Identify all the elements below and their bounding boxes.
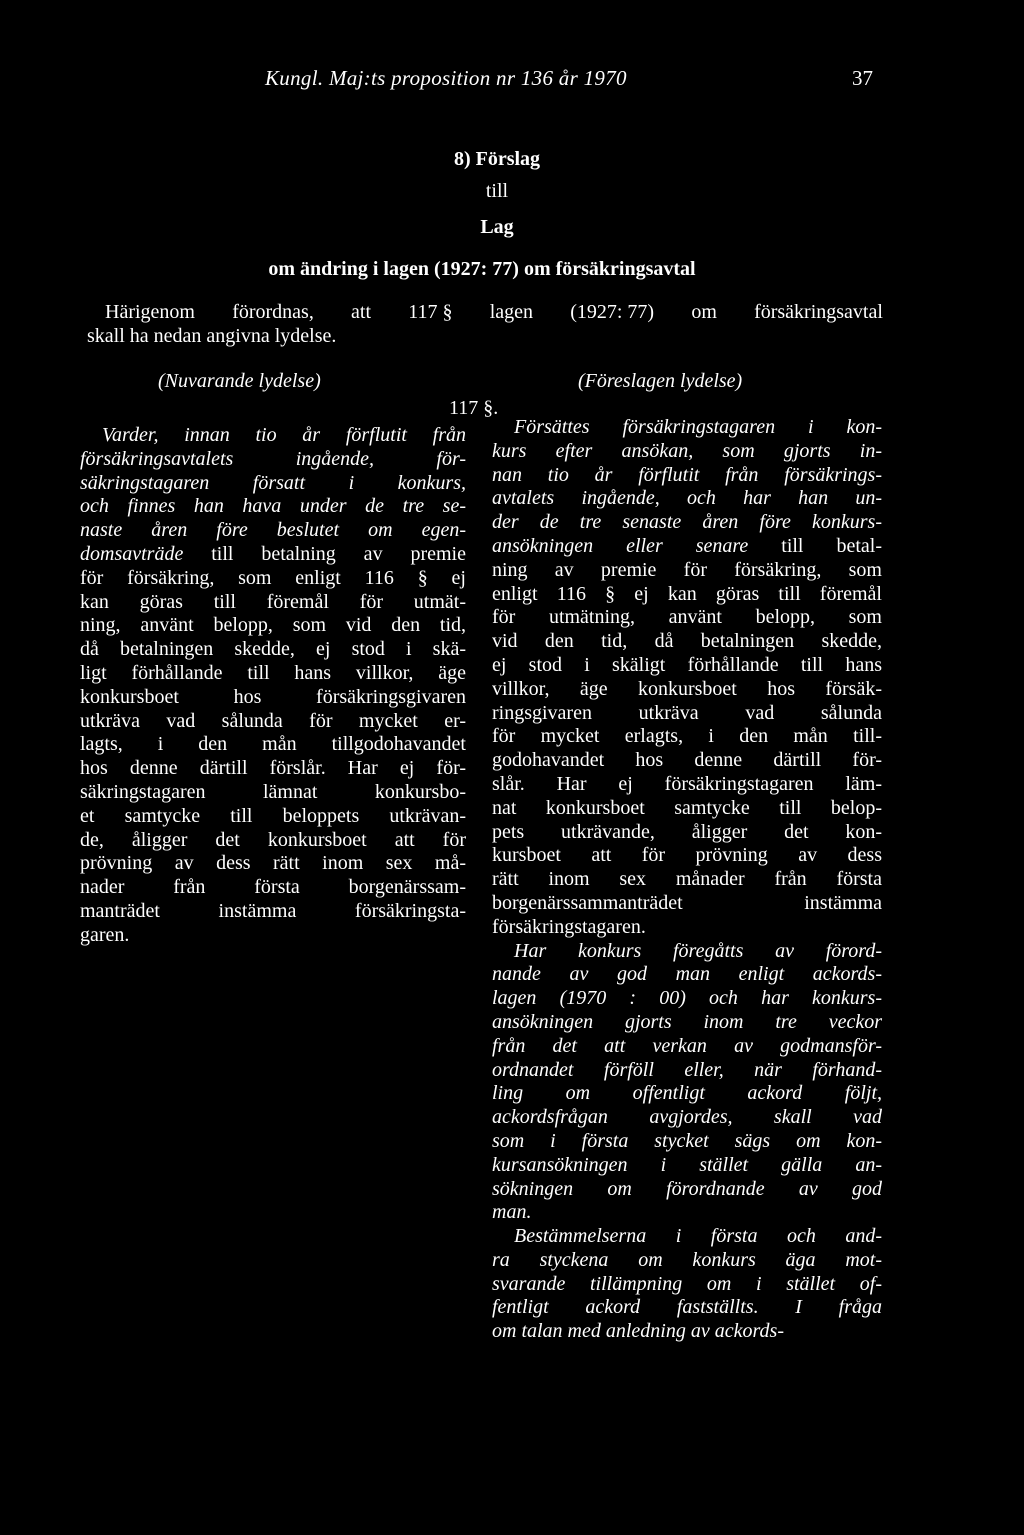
text-line: försäkringstagaren.: [492, 915, 646, 938]
text-line: sökningen om förordnande av god: [492, 1177, 882, 1200]
text-line: slår. Har ej försäkringstagaren läm-: [492, 772, 882, 795]
text-line: ning av premie för försäkring, som: [492, 558, 882, 581]
text-line: som i första stycket sägs om kon-: [492, 1129, 882, 1152]
text-line: vid den tid, då betalningen skedde,: [492, 630, 882, 653]
proposal-heading: 8) Förslag: [453, 148, 541, 170]
text-line: för mycket erlagts, i den mån till-: [492, 725, 882, 748]
text-line: säkringstagaren försatt i konkurs,: [80, 471, 466, 494]
text-line: lagen (1970 : 00) och har konkurs-: [492, 987, 882, 1010]
text-line: Har konkurs föregåtts av förord-: [514, 939, 882, 962]
text-line: utkräva vad sålunda för mycket er-: [80, 709, 466, 732]
intro-word: (1927: 77): [570, 301, 655, 323]
text-line: ansökningen gjorts inom tre veckor: [492, 1010, 882, 1033]
proposal-heading-lag: Lag: [480, 216, 514, 238]
proposed-wording-column: [492, 416, 882, 1344]
text-line: ligt förhållande till hans villkor, äge: [80, 661, 466, 684]
text-line: ringsgivaren utkräva vad sålunda: [492, 701, 882, 724]
text-line: borgenärssammanträdet instämma: [492, 891, 882, 914]
text-line: ej stod i skäligt förhållande till hans: [492, 653, 882, 676]
text-line: ackordsfrågan avgjordes, skall vad: [492, 1106, 882, 1129]
text-line: försäkringsavtalets ingående, för-: [80, 447, 466, 470]
text-line: de, åligger det konkursboet att för: [80, 828, 466, 851]
text-line: nader från första borgenärssam-: [80, 876, 466, 899]
text-line: garen.: [80, 923, 130, 946]
text-line: fentligt ackord fastställts. I fråga: [492, 1296, 882, 1319]
text-line: för försäkring, som enligt 116 § ej: [80, 566, 466, 589]
text-line: Varder, innan tio år förflutit från: [102, 424, 466, 446]
text-line: från det att verkan av godmansför-: [492, 1034, 882, 1057]
text-line: svarande tillämpning om i stället of-: [492, 1272, 882, 1295]
intro-line-1: [87, 300, 883, 324]
text-line: ansökningen eller senare till betal-: [492, 534, 882, 557]
intro-word: att: [351, 301, 372, 323]
text-line: nat konkursboet samtycke till belop-: [492, 796, 882, 819]
text-line: om talan med anledning av ackords-: [492, 1320, 784, 1343]
section-number: 117 §.: [449, 397, 499, 419]
text-line: och finnes han hava under de tre se-: [80, 495, 466, 518]
text-line: villkor, äge konkursboet hos försäk-: [492, 677, 882, 700]
text-line: säkringstagaren lämnat konkursbo-: [80, 780, 466, 803]
text-line: kurs efter ansökan, som gjorts in-: [492, 439, 882, 462]
law-title: om ändring i lagen (1927: 77) om försäkringsavtal: [268, 258, 696, 280]
intro-word: 117 §: [408, 301, 453, 323]
intro-word: lagen: [489, 301, 534, 323]
text-line: kursansökningen i stället gälla an-: [492, 1153, 882, 1176]
text-line: man.: [492, 1201, 532, 1224]
proposed-wording-label: (Föreslagen lydelse): [578, 370, 743, 392]
text-line: prövning av dess rätt inom sex må-: [80, 852, 466, 875]
text-line: hos denne därtill förslår. Har ej för-: [80, 757, 466, 780]
text-line: manträdet instämma försäkringsta-: [80, 899, 466, 922]
intro-line-2: skall ha nedan angivna lydelse.: [87, 325, 337, 347]
text-line: ordnandet förföll eller, när förhand-: [492, 1058, 882, 1081]
text-line: godohavandet hos denne därtill för-: [492, 749, 882, 772]
text-line: konkursboet hos försäkringsgivaren: [80, 685, 466, 708]
text-line: då betalningen skedde, ej stod i skä-: [80, 638, 466, 661]
text-line: pets utkrävande, åligger det kon-: [492, 820, 882, 843]
page-number: 37: [852, 66, 873, 90]
current-wording-column: [80, 424, 466, 948]
text-line: för utmätning, använt belopp, som: [492, 606, 882, 629]
intro-word: försäkringsavtal: [754, 301, 883, 323]
text-line: nan tio år förflutit från försäkrings-: [492, 463, 882, 486]
text-line: domsavträde till betalning av premie: [80, 542, 466, 565]
text-line: naste åren före beslutet om egen-: [80, 519, 466, 542]
intro-word: om: [691, 301, 717, 323]
text-line: ning, använt belopp, som vid den tid,: [80, 614, 466, 637]
intro-paragraph: [87, 300, 883, 348]
text-line: et samtycke till beloppets utkrävan-: [80, 804, 466, 827]
intro-word: förordnas,: [232, 301, 314, 323]
text-line: ra styckena om konkurs äga mot-: [492, 1248, 882, 1271]
text-line: Försättes försäkringstagaren i kon-: [514, 416, 882, 438]
text-line: kan göras till föremål för utmät-: [80, 590, 466, 613]
text-line: rätt inom sex månader från första: [492, 868, 882, 891]
text-line: nande av god man enligt ackords-: [492, 963, 882, 986]
text-line: lagts, i den mån tillgodohavandet: [80, 733, 466, 756]
text-line: enligt 116 § ej kan göras till föremål: [492, 582, 882, 605]
text-line: Bestämmelserna i första och and-: [514, 1225, 882, 1248]
text-line: ling om offentligt ackord följt,: [492, 1082, 882, 1105]
text-line: avtalets ingående, och har han un-: [492, 487, 882, 510]
text-line: kursboet att för prövning av dess: [492, 844, 882, 867]
text-line: der de tre senaste åren före konkurs-: [492, 511, 882, 534]
intro-word: Härigenom: [105, 301, 195, 323]
current-wording-label: (Nuvarande lydelse): [158, 370, 321, 392]
proposal-heading-till: till: [485, 180, 509, 202]
running-title: Kungl. Maj:ts proposition nr 136 år 1970: [265, 66, 627, 90]
